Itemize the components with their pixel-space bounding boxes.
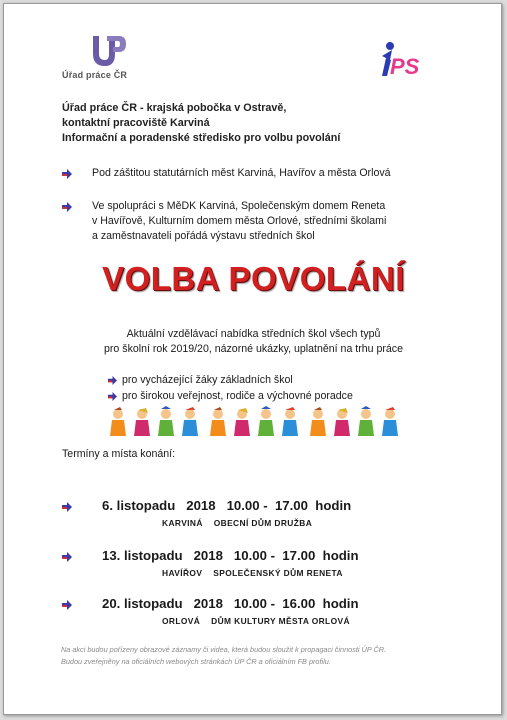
event-place: HAVÍŘOV SPOLEČENSKÝ DŮM RENETA — [162, 568, 343, 578]
bullet-text: v Havířově, Kulturním domem města Orlové, středními školami — [92, 215, 387, 227]
bullet-text: Pod záštitou statutárních měst Karviná, Havířov a města Orlová — [92, 167, 391, 179]
children-clipart-icon — [108, 406, 204, 442]
children-clipart-icon — [208, 406, 304, 442]
header-line: Informační a poradenské středisko pro volbu povolání — [62, 132, 341, 144]
event-place: ORLOVÁ DŮM KULTURY MĚSTA ORLOVÁ — [162, 616, 350, 626]
ips-logo-icon — [376, 40, 446, 80]
footer-notice — [61, 644, 461, 668]
bullet-arrow-icon — [62, 502, 72, 512]
header-line: Úřad práce ČR - krajská pobočka v Ostravě, — [62, 102, 287, 114]
ips-logo — [376, 40, 446, 85]
terms-label: Termíny a místa konání: — [62, 448, 176, 460]
audience-text: pro vycházející žáky základních škol — [122, 374, 293, 386]
organizer-header — [62, 101, 340, 146]
bullet-arrow-icon — [62, 169, 72, 179]
event-place: KARVINÁ OBECNÍ DŮM DRUŽBA — [162, 518, 313, 528]
event-date: 6. listopadu 2018 10.00 - 17.00 hodin — [102, 498, 352, 513]
bullet-arrow-icon — [62, 552, 72, 562]
bullet-arrow-icon — [62, 600, 72, 610]
bullet-text: Ve spolupráci s MěDK Karviná, Společenským domem Reneta — [92, 200, 386, 212]
children-illustration — [108, 406, 404, 442]
event-date: 13. listopadu 2018 10.00 - 17.00 hodin — [102, 548, 359, 563]
bullet-cooperation — [62, 199, 386, 244]
description-line: Aktuální vzdělávací nabídka středních škol všech typů — [126, 328, 381, 340]
event-date: 20. listopadu 2018 10.00 - 16.00 hodin — [102, 596, 359, 611]
event-description — [4, 327, 503, 357]
description-line: pro školní rok 2019/20, názorné ukázky, uplatnění na trhu práce — [104, 343, 403, 355]
children-clipart-icon — [308, 406, 404, 442]
bullet-arrow-icon — [62, 202, 72, 212]
urad-prace-logo — [62, 34, 132, 80]
bullet-arrow-icon — [108, 392, 117, 401]
event-title: VOLBA POVOLÁNÍ — [102, 260, 405, 297]
audience-item — [108, 373, 293, 388]
urad-prace-caption: Úřad práce ČR — [62, 70, 128, 80]
up-logo-icon — [89, 34, 127, 68]
svg-text:PS: PS — [390, 54, 420, 79]
document-page — [3, 3, 502, 715]
audience-item — [108, 389, 353, 404]
footer-line: Na akci budou pořízeny obrazové záznamy či videa, která budou sloužit k propagaci činnosti ÚP ČR. — [61, 645, 387, 654]
header-line: kontaktní pracoviště Karviná — [62, 117, 210, 129]
footer-line: Budou zveřejněny na oficiálních webových stránkách ÚP ČR a oficiálním FB profilu. — [61, 657, 331, 666]
bullet-arrow-icon — [108, 376, 117, 385]
bullet-patronage — [62, 166, 391, 181]
audience-text: pro širokou veřejnost, rodiče a výchovné poradce — [122, 390, 353, 402]
bullet-text: a zaměstnavateli pořádá výstavu středních škol — [92, 230, 315, 242]
